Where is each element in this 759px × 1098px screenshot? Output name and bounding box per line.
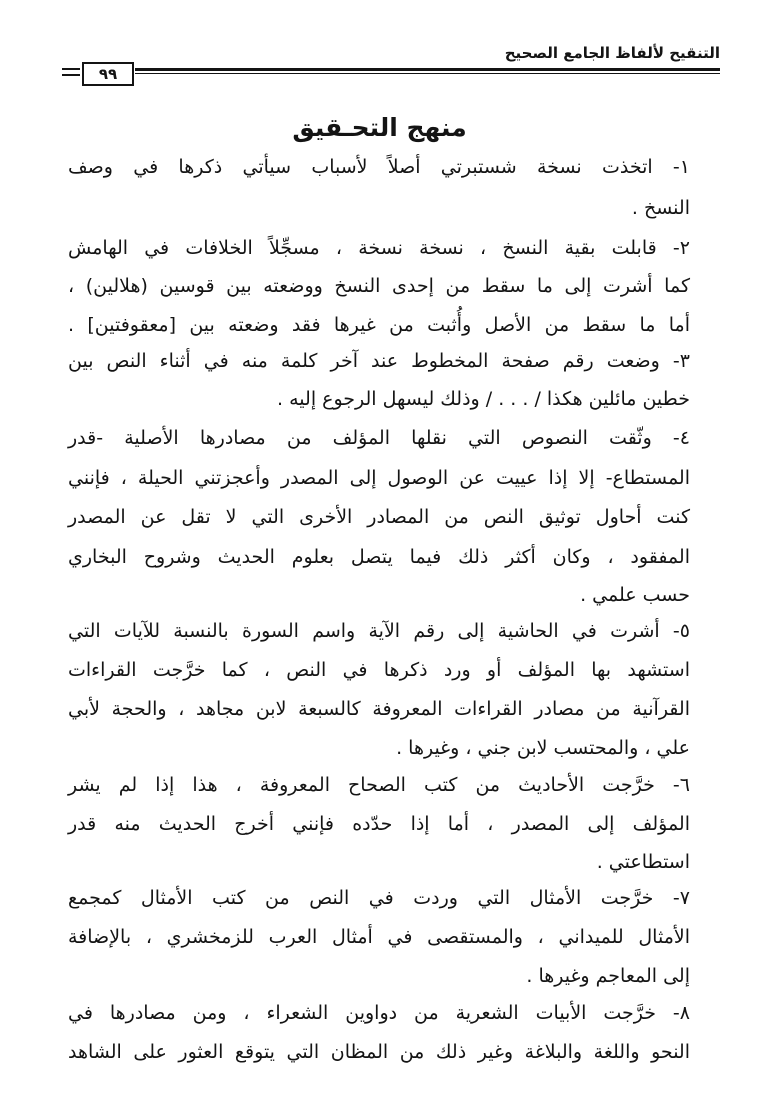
- header-ornament: [62, 74, 80, 76]
- text-line: كنت أحاول توثيق النص من المصادر الأخرى التي لا تقل عن المصدر: [68, 506, 690, 528]
- page-title: منهج التحـقيق: [292, 113, 467, 142]
- text-line: حسب علمي .: [580, 584, 690, 606]
- text-line: ٢- قابلت بقية النسخ ، نسخة نسخة ، مسجِّلاً الخلافات في الهامش: [68, 237, 690, 259]
- text-line: أما ما سقط من الأصل وأُثبت من غيرها فقد وضعته بين [معقوفتين] .: [68, 314, 690, 336]
- text-line: كما أشرت إلى ما سقط من إحدى النسخ ووضعته بين قوسين (هلالين) ،: [68, 275, 690, 297]
- page-number: ٩٩: [82, 62, 134, 86]
- text-line: ٦- خرَّجت الأحاديث من كتب الصحاح المعروفة ، هذا إذا لم يشر: [68, 774, 690, 796]
- running-title: التنقيح لألفاظ الجامع الصحيح: [504, 44, 720, 62]
- text-line: ٣- وضعت رقم صفحة المخطوط عند آخر كلمة منه في أثناء النص بين: [68, 350, 690, 372]
- text-line: القرآنية من مصادر القراءات المعروفة كالسبعة لابن مجاهد ، والحجة لأبي: [68, 698, 690, 720]
- text-line: ٧- خرَّجت الأمثال التي وردت في النص من كتب الأمثال كمجمع: [68, 887, 690, 909]
- text-line: استشهد بها المؤلف أو ورد ذكرها في النص ، كما خرَّجت القراءات: [68, 659, 690, 681]
- text-line: إلى المعاجم وغيرها .: [526, 965, 690, 987]
- header-rule: [135, 68, 720, 71]
- header-rule-thin: [135, 73, 720, 74]
- text-line: المستطاع- إلا إذا عييت عن الوصول إلى المصدر وأعجزتني الحيلة ، فإنني: [68, 467, 690, 489]
- text-line: علي ، والمحتسب لابن جني ، وغيرها .: [396, 737, 690, 759]
- text-line: ٤- وثّقت النصوص التي نقلها المؤلف من مصادرها الأصلية -قدر: [68, 427, 690, 449]
- text-line: المفقود ، وكان أكثر ذلك فيما يتصل بعلوم الحديث وشروح البخاري: [68, 546, 690, 568]
- text-line: استطاعتي .: [596, 851, 690, 873]
- text-line: الأمثال للميداني ، والمستقصى في أمثال العرب للزمخشري ، بالإضافة: [68, 926, 690, 948]
- text-line: ١- اتخذت نسخة شستبرتي أصلاً لأسباب سيأتي ذكرها في وصف: [68, 156, 690, 178]
- text-line: النحو واللغة والبلاغة وغير ذلك من المظان التي يتوقع العثور على الشاهد: [68, 1041, 690, 1063]
- text-line: المؤلف إلى المصدر ، أما إذا حدّده فإنني أخرج الحديث منه قدر: [68, 813, 690, 835]
- text-line: ٨- خرَّجت الأبيات الشعرية من دواوين الشعراء ، ومن مصادرها في: [68, 1002, 690, 1024]
- page-header: [60, 40, 720, 90]
- text-line: خطين مائلين هكذا / . . . / وذلك ليسهل الرجوع إليه .: [277, 388, 690, 410]
- text-line: ٥- أشرت في الحاشية إلى رقم الآية واسم السورة بالنسبة للآيات التي: [68, 620, 690, 642]
- header-ornament: [62, 68, 80, 70]
- text-line: النسخ .: [631, 197, 690, 219]
